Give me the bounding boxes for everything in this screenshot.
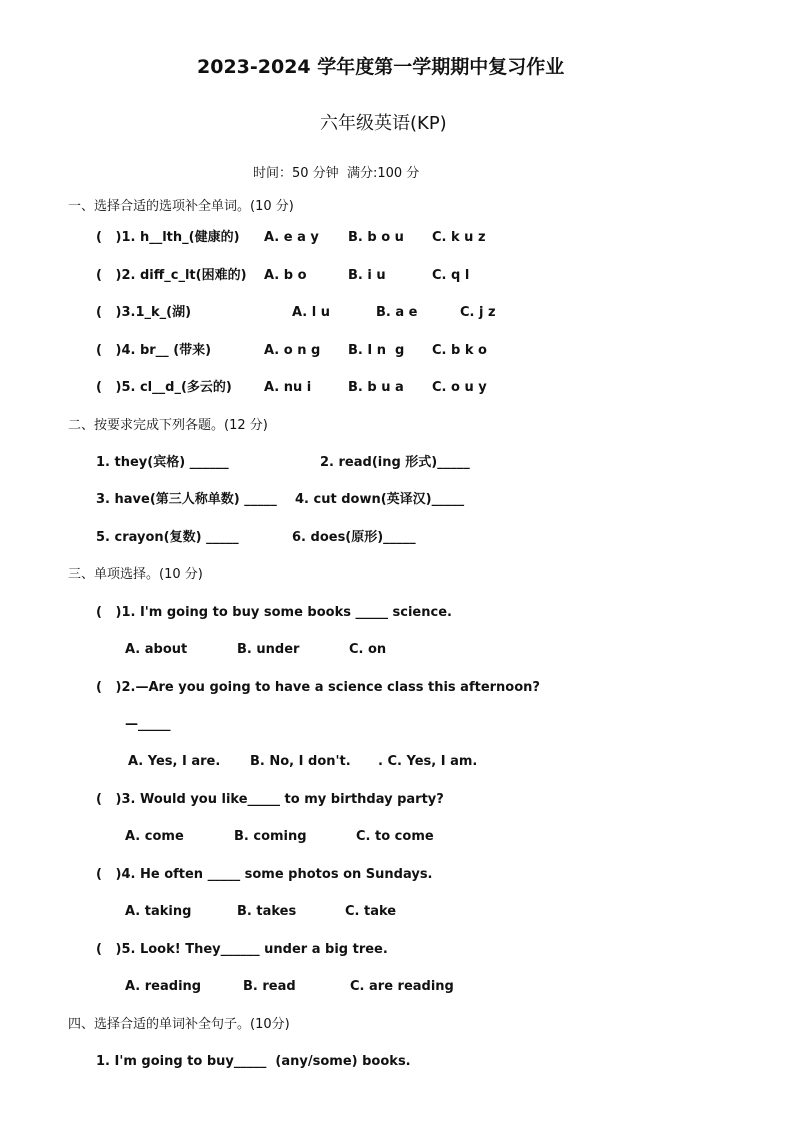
s1-q2-opt-b: B. i u [348, 268, 386, 283]
s1-q2-opt-a: A. b o [264, 268, 307, 283]
s1-q3-opt-b: B. a e [376, 305, 418, 320]
s3-q4-opt-b: B. takes [237, 904, 297, 919]
s2-item-3: 3. have(第三人称单数) _____ [96, 492, 277, 507]
page-title: 2023-2024 学年度第一学期期中复习作业 [197, 56, 565, 78]
s1-q5-opt-c: C. o u y [432, 380, 487, 395]
s3-q5-opt-a: A. reading [125, 979, 202, 994]
s3-q4-opt-a: A. taking [125, 904, 192, 919]
s3-q1: ( )1. I'm going to buy some books _____ science. [96, 605, 452, 620]
s3-q3-opt-c: C. to come [356, 829, 434, 844]
s1-q4-opt-b: B. I n g [348, 343, 405, 358]
s2-item-1: 1. they(宾格) ______ [96, 455, 229, 470]
s1-q4-opt-c: C. b k o [432, 343, 487, 358]
section-1-heading: 一、选择合适的选项补全单词。(10 分) [68, 199, 294, 214]
s1-q3-opt-c: C. j z [460, 305, 496, 320]
s2-item-5: 5. crayon(复数) _____ [96, 530, 239, 545]
section-3-heading: 三、单项选择。(10 分) [68, 567, 203, 582]
s3-q1-opt-a: A. about [125, 642, 188, 657]
s1-q4: ( )4. br__ (带来) [96, 343, 212, 358]
s1-q5-opt-a: A. nu i [264, 380, 312, 395]
s3-q1-opt-c: C. on [349, 642, 387, 657]
page-subtitle: 六年级英语(KP) [320, 113, 447, 134]
s1-q1: ( )1. h__lth_(健康的) [96, 230, 240, 245]
s2-item-6: 6. does(原形)_____ [292, 530, 416, 545]
section-2-heading: 二、按要求完成下列各题。(12 分) [68, 418, 268, 433]
s3-q3-opt-a: A. come [125, 829, 184, 844]
s2-item-4: 4. cut down(英译汉)_____ [295, 492, 465, 507]
s3-q1-opt-b: B. under [237, 642, 300, 657]
s1-q4-opt-a: A. o n g [264, 343, 321, 358]
s4-q1: 1. I'm going to buy_____ (any/some) books. [96, 1054, 411, 1069]
s1-q5-opt-b: B. b u a [348, 380, 404, 395]
s1-q5: ( )5. cl__d_(多云的) [96, 380, 232, 395]
s3-q2-opt-a: A. Yes, I are. [128, 754, 221, 769]
s1-q1-opt-a: A. e a y [264, 230, 319, 245]
section-4-heading: 四、选择合适的单词补全句子。(10分) [68, 1017, 290, 1032]
s3-q5-opt-c: C. are reading [350, 979, 454, 994]
s1-q1-opt-c: C. k u z [432, 230, 486, 245]
s3-q2-opt-c: . C. Yes, I am. [378, 754, 478, 769]
s3-q5: ( )5. Look! They______ under a big tree. [96, 942, 388, 957]
s3-q2-blank: —_____ [125, 717, 171, 732]
s1-q3-opt-a: A. l u [292, 305, 331, 320]
s3-q3: ( )3. Would you like_____ to my birthday party? [96, 792, 444, 807]
s1-q1-opt-b: B. b o u [348, 230, 404, 245]
s3-q2: ( )2.—Are you going to have a science class this afternoon? [96, 680, 540, 695]
s1-q2: ( )2. diff_c_lt(困难的) [96, 268, 247, 283]
s3-q2-opt-b: B. No, I don't. [250, 754, 351, 769]
s2-item-2: 2. read(ing 形式)_____ [320, 455, 470, 470]
exam-info: 时间：50 分钟 满分:100 分 [253, 166, 420, 181]
s1-q2-opt-c: C. q l [432, 268, 470, 283]
s3-q5-opt-b: B. read [243, 979, 296, 994]
s1-q3: ( )3.1_k_(湖) [96, 305, 192, 320]
s3-q4-opt-c: C. take [345, 904, 397, 919]
s3-q3-opt-b: B. coming [234, 829, 307, 844]
s3-q4: ( )4. He often _____ some photos on Sundays. [96, 867, 433, 882]
